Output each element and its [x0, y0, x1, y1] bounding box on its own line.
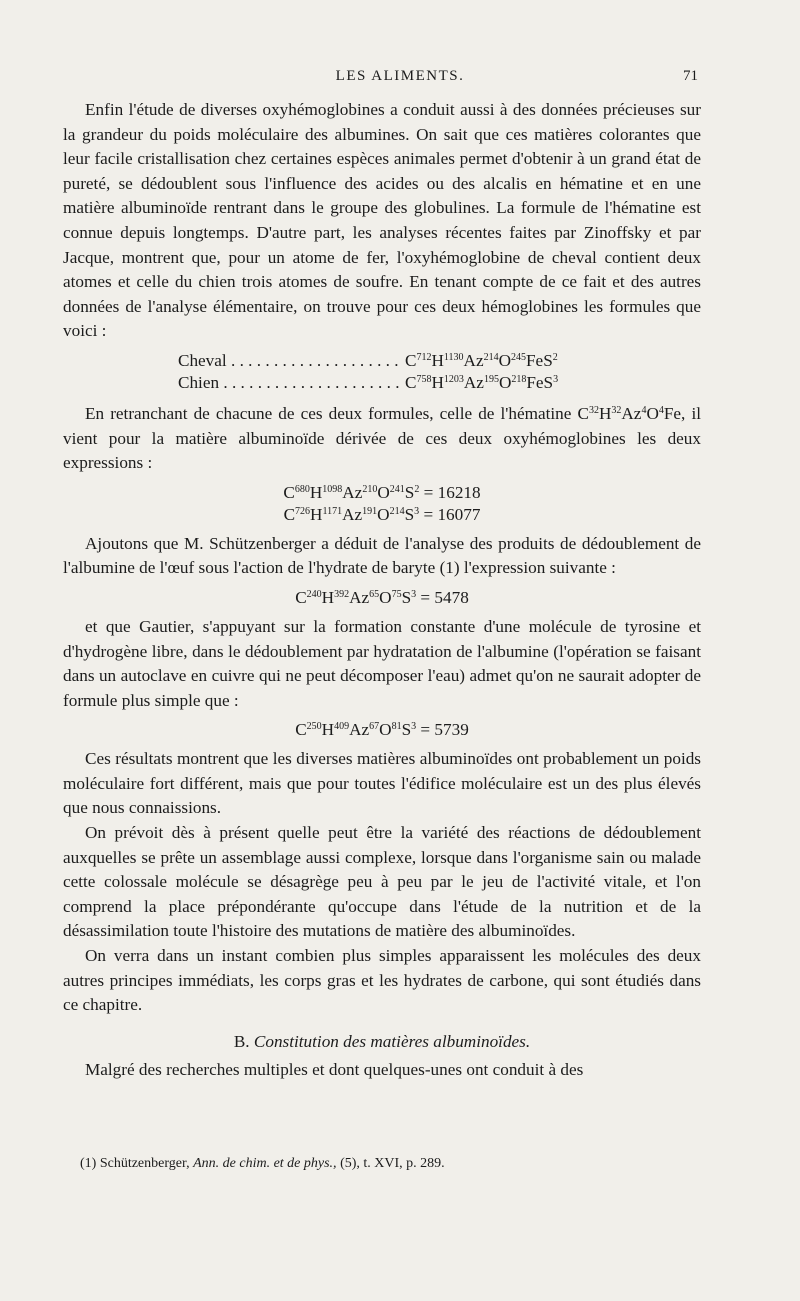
formula-element: O	[379, 587, 392, 607]
formula-count: 195	[483, 373, 499, 385]
formula-element: C	[577, 403, 589, 423]
equation: $C^{726}H^{1171}Az^{191}O^{214}S^3 = 16077$	[283, 504, 481, 524]
formula-count: 1203	[443, 373, 464, 385]
section-label: B.	[233, 1031, 250, 1051]
formula-element: Az	[463, 372, 484, 392]
section-heading	[63, 1030, 701, 1055]
formula-element: S	[401, 720, 412, 740]
formula-count: 191	[362, 505, 378, 517]
formula-element: H	[431, 350, 444, 370]
formula-count: 67	[369, 721, 380, 733]
formula-count: 2	[414, 483, 420, 495]
formula-element: Az	[621, 403, 642, 423]
footnote-details: (5), t. XVI, p. 289.	[340, 1156, 445, 1171]
paragraph: En retranchant de chacune de ces deux formules, celle de l'hématine $C^{32}H^{32}Az^4O^4Fe$, il vient pour la matière albuminoïde dérivée de ces deux oxyhémoglobines les deux expressions :	[63, 403, 701, 473]
formula-count: 32	[588, 404, 599, 416]
formula-element: H	[321, 720, 335, 740]
chemical-formula	[399, 350, 558, 372]
formula-row	[63, 350, 701, 372]
formula-element: Az	[342, 504, 363, 524]
formula-element: Fe	[526, 372, 544, 392]
formula-count: 245	[511, 351, 526, 363]
formula-element: H	[310, 504, 323, 524]
formula-element: H	[321, 587, 335, 607]
equation: $C^{240}H^{392}Az^{65}O^{75}S^3 = 5478$	[295, 587, 469, 607]
running-header	[0, 68, 800, 90]
formula-element: C	[283, 504, 296, 524]
formula-count: 1130	[443, 351, 464, 363]
formula-element: O	[498, 350, 511, 370]
formula-element: Fe	[526, 350, 544, 370]
equation: $C^{250}H^{409}Az^{67}O^{81}S^3 = 5739$	[295, 720, 469, 740]
schutzenberger-formula	[63, 587, 701, 609]
formula-element: O	[377, 482, 390, 502]
formula-element: Az	[342, 482, 363, 502]
formula-element: H	[431, 372, 444, 392]
formula-element: C	[295, 720, 307, 740]
formula-element: Az	[349, 720, 370, 740]
footnote-author: Schützenberger,	[99, 1156, 190, 1171]
formula-element: S	[543, 372, 554, 392]
footnote-journal: Ann. de chim. et de phys.,	[193, 1156, 337, 1171]
gautier-formula	[63, 719, 701, 741]
formula-row	[63, 372, 701, 394]
formula-count: 218	[511, 373, 527, 385]
formula-element: H	[309, 482, 323, 502]
paragraph: Ces résultats montrent que les diverses matières albuminoïdes ont probablement un poids moléculaire fort différent, mais que pour toutes l'édifice moléculaire est un des plus élevés que nous connaissions.	[63, 749, 701, 818]
body-text	[63, 98, 701, 1083]
formula-element: O	[498, 372, 512, 392]
formula-element: C	[405, 350, 417, 370]
paragraph: et que Gautier, s'appuyant sur la formation constante d'une molécule de tyrosine et d'hydrogène libre, dans le dédoublement par hydratation de l'albumine (l'opération se faisant dans un autoclave en cuivre qui ne peut décomposer l'eau) admet qu'on ne saurait adopter de formule plus simple que :	[63, 616, 701, 710]
formula-count: 758	[416, 373, 432, 385]
formula-count: 1098	[322, 483, 343, 495]
formula-count: 3	[411, 721, 417, 733]
formula-count: 81	[391, 721, 402, 733]
formula-count: 3	[411, 588, 417, 600]
hematine-formula	[578, 404, 682, 423]
formula-count: 250	[306, 721, 322, 733]
formula-element: S	[543, 350, 553, 370]
paragraph: On prévoit dès à présent quelle peut être la variété des réactions de dédoublement auxquelles se prête un assemblage aussi complexe, lorsque dans l'organisme sain ou malade cette colossale molécule se désagrège peu à peu par le jeu de l'activité vitale, et l'on comprend la place prépondérante qu'occupe dans l'étude de la nutrition et de la désassimilation toute l'histoire des mutations de matière des albuminoïdes.	[63, 823, 701, 941]
formula-count: 240	[306, 588, 322, 600]
paragraph: On verra dans un instant combien plus simples apparaissent les molécules des deux autres principes immédiats, les corps gras et les hydrates de carbone, qui sont étudiés dans ce chapitre.	[63, 946, 701, 1015]
formula-count: 241	[389, 483, 405, 495]
formula-count: 32	[611, 404, 622, 416]
formula-element: Az	[349, 587, 370, 607]
formula-count: 726	[295, 505, 311, 517]
running-title: LES ALIMENTS.	[335, 68, 465, 84]
section-title: Constitution des matières albuminoïdes.	[253, 1031, 531, 1051]
formula-count: 3	[553, 373, 559, 385]
formula-element: Fe	[663, 403, 682, 423]
formula-count: 712	[416, 351, 432, 363]
formula-element: S	[404, 504, 415, 524]
formula-count: 680	[294, 483, 310, 495]
formula-element: C	[405, 372, 417, 392]
formula-label: Chien . . .	[178, 373, 399, 392]
paragraph: Enfin l'étude de diverses oxyhémoglobines a conduit aussi à des données précieuses sur la grandeur du poids moléculaire des albumines. On sait que ces matières colorantes que leur facile cristallisation chez certaines espèces animales permet d'obtenir à un grand état de pureté, se dédoublent sous l'influence des acides ou des alcalis en hématine et en une matière albuminoïde rentrant dans le groupe des globulines. La formule de l'hématine est connue depuis longtemps. D'autre part, les analyses récentes faites par Zinoffsky et par Jacque, montrent que, pour un atome de fer, l'oxyhémoglobine de cheval contient deux atomes et celle du chien trois atomes de soufre. En tenant compte de ce fait et des autres données de l'analyse élémentaire, on trouve pour ces deux hémoglobines les formules que voici :	[63, 100, 701, 341]
formula-count: 4	[641, 404, 647, 416]
formula-count: 4	[658, 404, 664, 416]
formula-count: 75	[391, 588, 402, 600]
page-number: 71	[683, 68, 698, 84]
chemical-formula	[399, 372, 558, 394]
formula-count: 3	[414, 505, 420, 517]
paragraph: Malgré des recherches multiples et dont quelques-unes ont conduit à des	[85, 1060, 584, 1080]
formula-element: S	[404, 482, 415, 502]
formula-element: C	[295, 587, 307, 607]
formula-element: H	[598, 403, 612, 423]
paragraph: Ajoutons que M. Schützenberger a déduit de l'analyse des produits de dédoublement de l'albumine de l'œuf sous l'action de l'hydrate de baryte (1) l'expression suivante :	[63, 533, 701, 578]
hemoglobin-formulas	[63, 350, 701, 394]
formula-label: Cheval . . .	[178, 351, 399, 370]
formula-count: 65	[369, 588, 380, 600]
formula-count: 210	[362, 483, 378, 495]
formula-count: 1171	[322, 505, 343, 517]
formula-element: O	[379, 720, 392, 740]
formula-count: 392	[334, 588, 350, 600]
formula-element: S	[401, 587, 412, 607]
formula-element: Az	[463, 350, 484, 370]
formula-count: 214	[483, 351, 499, 363]
formula-element: C	[283, 482, 295, 502]
footnote	[80, 1155, 700, 1173]
formula-count: 214	[389, 505, 405, 517]
equation: $C^{680}H^{1098}Az^{210}O^{241}S^2 = 16218$	[283, 482, 481, 502]
formula-element: O	[646, 403, 659, 423]
footnote-reference: (1)	[439, 558, 460, 578]
formula-count: 2	[552, 351, 558, 363]
formula-count: 409	[334, 721, 350, 733]
formula-element: O	[377, 504, 390, 524]
footnote-number: (1)	[80, 1156, 97, 1171]
albuminoid-expressions	[63, 482, 701, 526]
